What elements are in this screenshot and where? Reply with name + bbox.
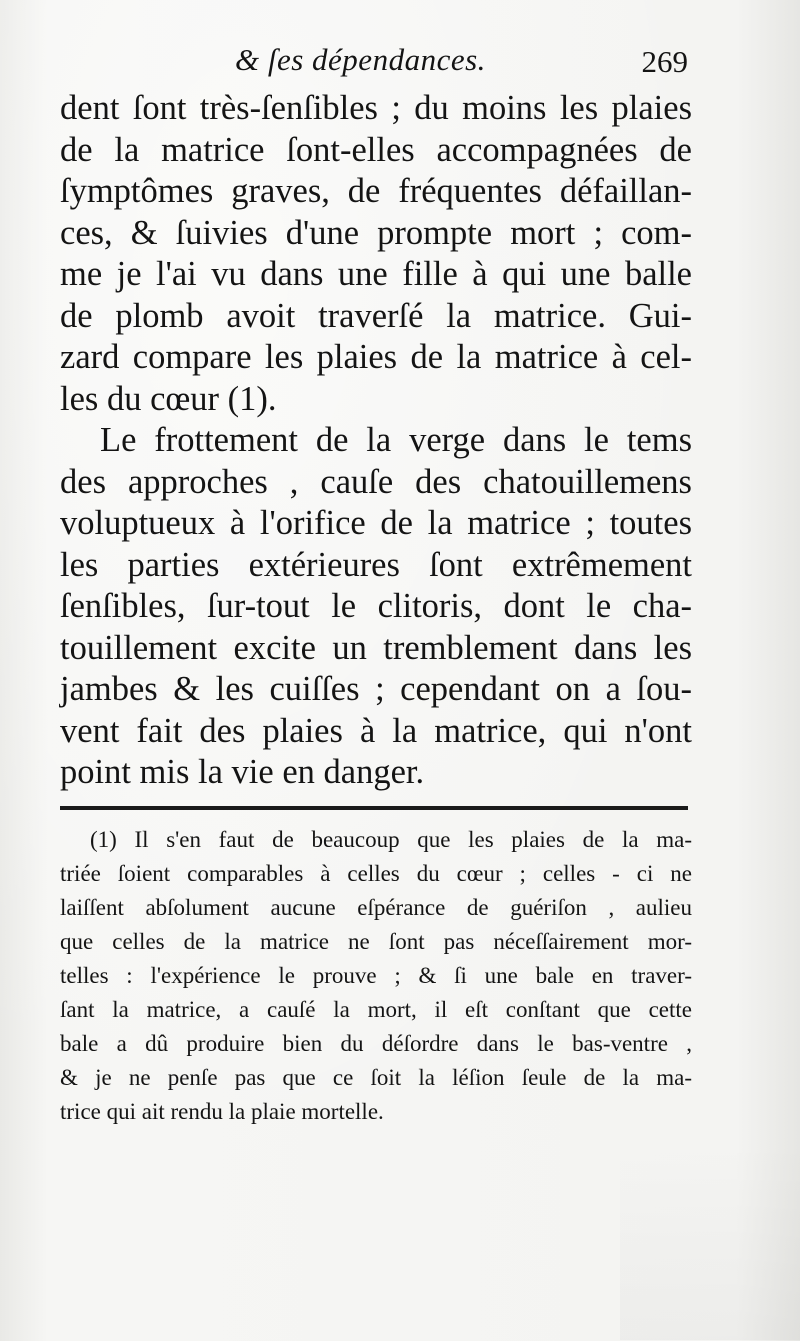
- footnote-line: & je ne penſe pas que ce ſoit la léſion ſeule de la ma-: [60, 1065, 692, 1090]
- running-title: & ſes dépendances.: [235, 42, 486, 77]
- text-line: touillement excite un tremblement dans les: [60, 628, 692, 667]
- footnote-line: que celles de la matrice ne ſont pas néceſſairement mor-: [60, 929, 692, 954]
- text-line: point mis la vie en danger.: [60, 753, 425, 791]
- text-line: jambes & les cuiſſes ; cependant on a ſou-: [60, 670, 692, 708]
- text-line: ces, & ſuivies d'une prompte mort ; com-: [60, 213, 692, 252]
- text-line: des approches , cauſe des chatouillemens: [60, 462, 692, 501]
- text-line: ſymptômes graves, de fréquentes défaillan-: [60, 172, 692, 210]
- running-header: [60, 42, 690, 92]
- text-line: de plomb avoit traverſé la matrice. Gui-: [60, 296, 692, 335]
- text-line: zard compare les plaies de la matrice à cel-: [60, 338, 692, 376]
- text-line: les parties extérieures ſont extrêmement: [60, 545, 692, 584]
- footnote-line: triée ſoient comparables à celles du cœur ; celles - ci ne: [60, 861, 692, 886]
- text-line: me je l'ai vu dans une fille à qui une balle: [60, 255, 692, 293]
- footnote: [60, 823, 692, 1129]
- paper-shadow: [620, 1140, 800, 1340]
- paragraph-2: [60, 420, 692, 794]
- main-text: [60, 88, 692, 794]
- paragraph-1: [60, 88, 692, 420]
- text-line: Le frottement de la verge dans le tems: [100, 421, 692, 459]
- page-number: 269: [641, 44, 688, 79]
- text-line: dent ſont très-ſenſibles ; du moins les plaies: [60, 89, 692, 127]
- text-line: ſenſibles, ſur-tout le clitoris, dont le cha-: [60, 587, 692, 625]
- footnote-line: trice qui ait rendu la plaie mortelle.: [60, 1099, 384, 1124]
- text-line: de la matrice ſont-elles accompagnées de: [60, 130, 692, 169]
- footnote-line: (1) Il s'en faut de beaucoup que les plaies de la ma-: [90, 827, 692, 852]
- footnote-line: ſant la matrice, a cauſé la mort, il eſt conſtant que cette: [60, 997, 692, 1022]
- text-line: vent fait des plaies à la matrice, qui n'ont: [60, 711, 692, 750]
- footnote-line: laiſſent abſolument aucune eſpérance de guériſon , aulieu: [60, 895, 692, 920]
- text-line: les du cœur (1).: [60, 379, 277, 418]
- footnote-divider: [60, 806, 688, 810]
- text-line: voluptueux à l'orifice de la matrice ; toutes: [60, 504, 692, 542]
- footnote-line: telles : l'expérience le prouve ; & ſi une bale en traver-: [60, 963, 692, 988]
- footnote-line: bale a dû produire bien du déſordre dans le bas-ventre ,: [60, 1031, 692, 1056]
